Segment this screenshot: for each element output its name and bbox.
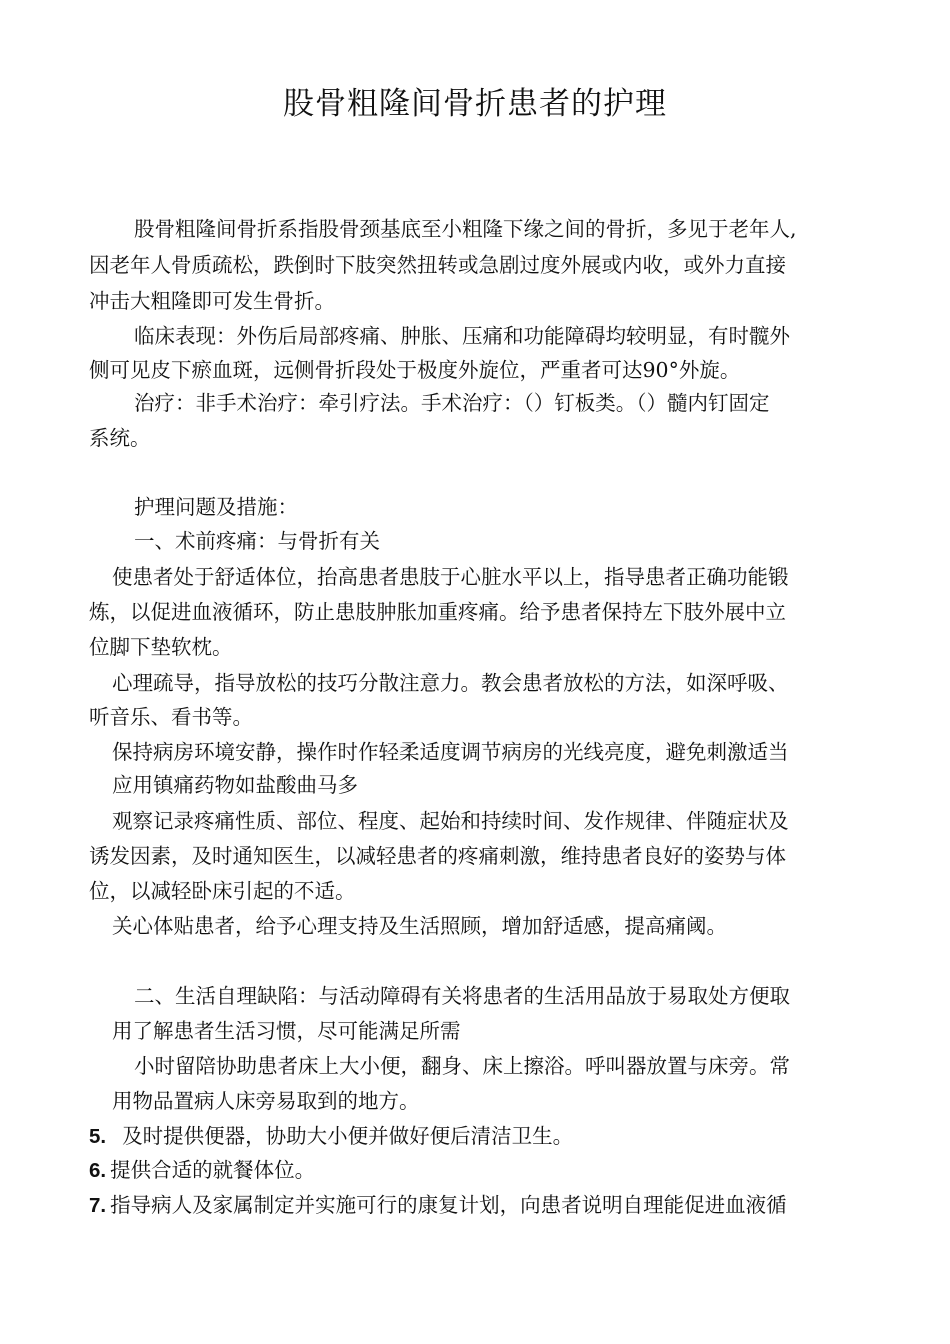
nursing-heading: 护理问题及措施：	[134, 495, 298, 519]
item-number: 7.	[89, 1194, 107, 1217]
section2-item-5	[89, 1121, 573, 1152]
clinical-line-2: 侧可见皮下瘀血斑，远侧骨折段处于极度外旋位，严重者可达90°外旋。	[89, 358, 741, 382]
section1-p1-line-1: 使患者处于舒适体位，抬高患者患肢于心脏水平以上，指导患者正确功能锻	[112, 565, 789, 589]
intro-line-2: 因老年人骨质疏松，跌倒时下肢突然扭转或急剧过度外展或内收，或外力直接	[89, 253, 786, 277]
section2-line-2: 用了解患者生活习惯，尽可能满足所需	[112, 1019, 461, 1043]
intro-line-3: 冲击大粗隆即可发生骨折。	[89, 289, 335, 313]
section2-line-4: 用物品置病人床旁易取到的地方。	[112, 1089, 420, 1113]
document-title: 股骨粗隆间骨折患者的护理	[283, 86, 667, 122]
item-text: 提供合适的就餐体位。	[110, 1158, 316, 1182]
item-text: 指导病人及家属制定并实施可行的康复计划，向患者说明自理能促进血液循	[110, 1193, 787, 1217]
item-number: 6.	[89, 1159, 107, 1182]
section2-line-3: 小时留陪协助患者床上大小便，翻身、床上擦浴。呼叫器放置与床旁。常	[134, 1054, 790, 1078]
section1-heading: 一、术前疼痛：与骨折有关	[134, 529, 380, 553]
section1-p2-line-2: 听音乐、看书等。	[89, 705, 253, 729]
intro-line-1: 股骨粗隆间骨折系指股骨颈基底至小粗隆下缘之间的骨折，多见于老年人,	[134, 217, 797, 241]
section1-p1-line-2: 炼，以促进血液循环，防止患肢肿胀加重疼痛。给予患者保持左下肢外展中立	[89, 600, 786, 624]
treatment-line-1: 治疗：非手术治疗：牵引疗法。手术治疗：（）钉板类。（）髓内钉固定	[134, 391, 770, 415]
section2-item-6	[89, 1155, 315, 1186]
section1-p1-line-3: 位脚下垫软枕。	[89, 635, 233, 659]
section1-p5-line-1: 关心体贴患者，给予心理支持及生活照顾，增加舒适感，提高痛阈。	[112, 914, 727, 938]
section1-p2-line-1: 心理疏导，指导放松的技巧分散注意力。教会患者放松的方法，如深呼吸、	[112, 671, 789, 695]
section1-p3-line-2: 应用镇痛药物如盐酸曲马多	[112, 773, 358, 797]
treatment-line-2: 系统。	[89, 426, 151, 450]
section1-p3-line-1: 保持病房环境安静，操作时作轻柔适度调节病房的光线亮度，避免刺激适当	[112, 740, 789, 764]
clinical-line-1: 临床表现：外伤后局部疼痛、肿胀、压痛和功能障碍均较明显，有时髋外	[134, 324, 790, 348]
section1-p4-line-3: 位，以减轻卧床引起的不适。	[89, 879, 356, 903]
section2-line-1: 二、生活自理缺陷：与活动障碍有关将患者的生活用品放于易取处方便取	[134, 984, 790, 1008]
item-text: 及时提供便器，协助大小便并做好便后清洁卫生。	[122, 1124, 574, 1148]
section2-item-7	[89, 1190, 787, 1221]
item-number: 5.	[89, 1125, 107, 1148]
section1-p4-line-1: 观察记录疼痛性质、部位、程度、起始和持续时间、发作规律、伴随症状及	[112, 809, 789, 833]
section1-p4-line-2: 诱发因素，及时通知医生，以减轻患者的疼痛刺激，维持患者良好的姿势与体	[89, 844, 786, 868]
